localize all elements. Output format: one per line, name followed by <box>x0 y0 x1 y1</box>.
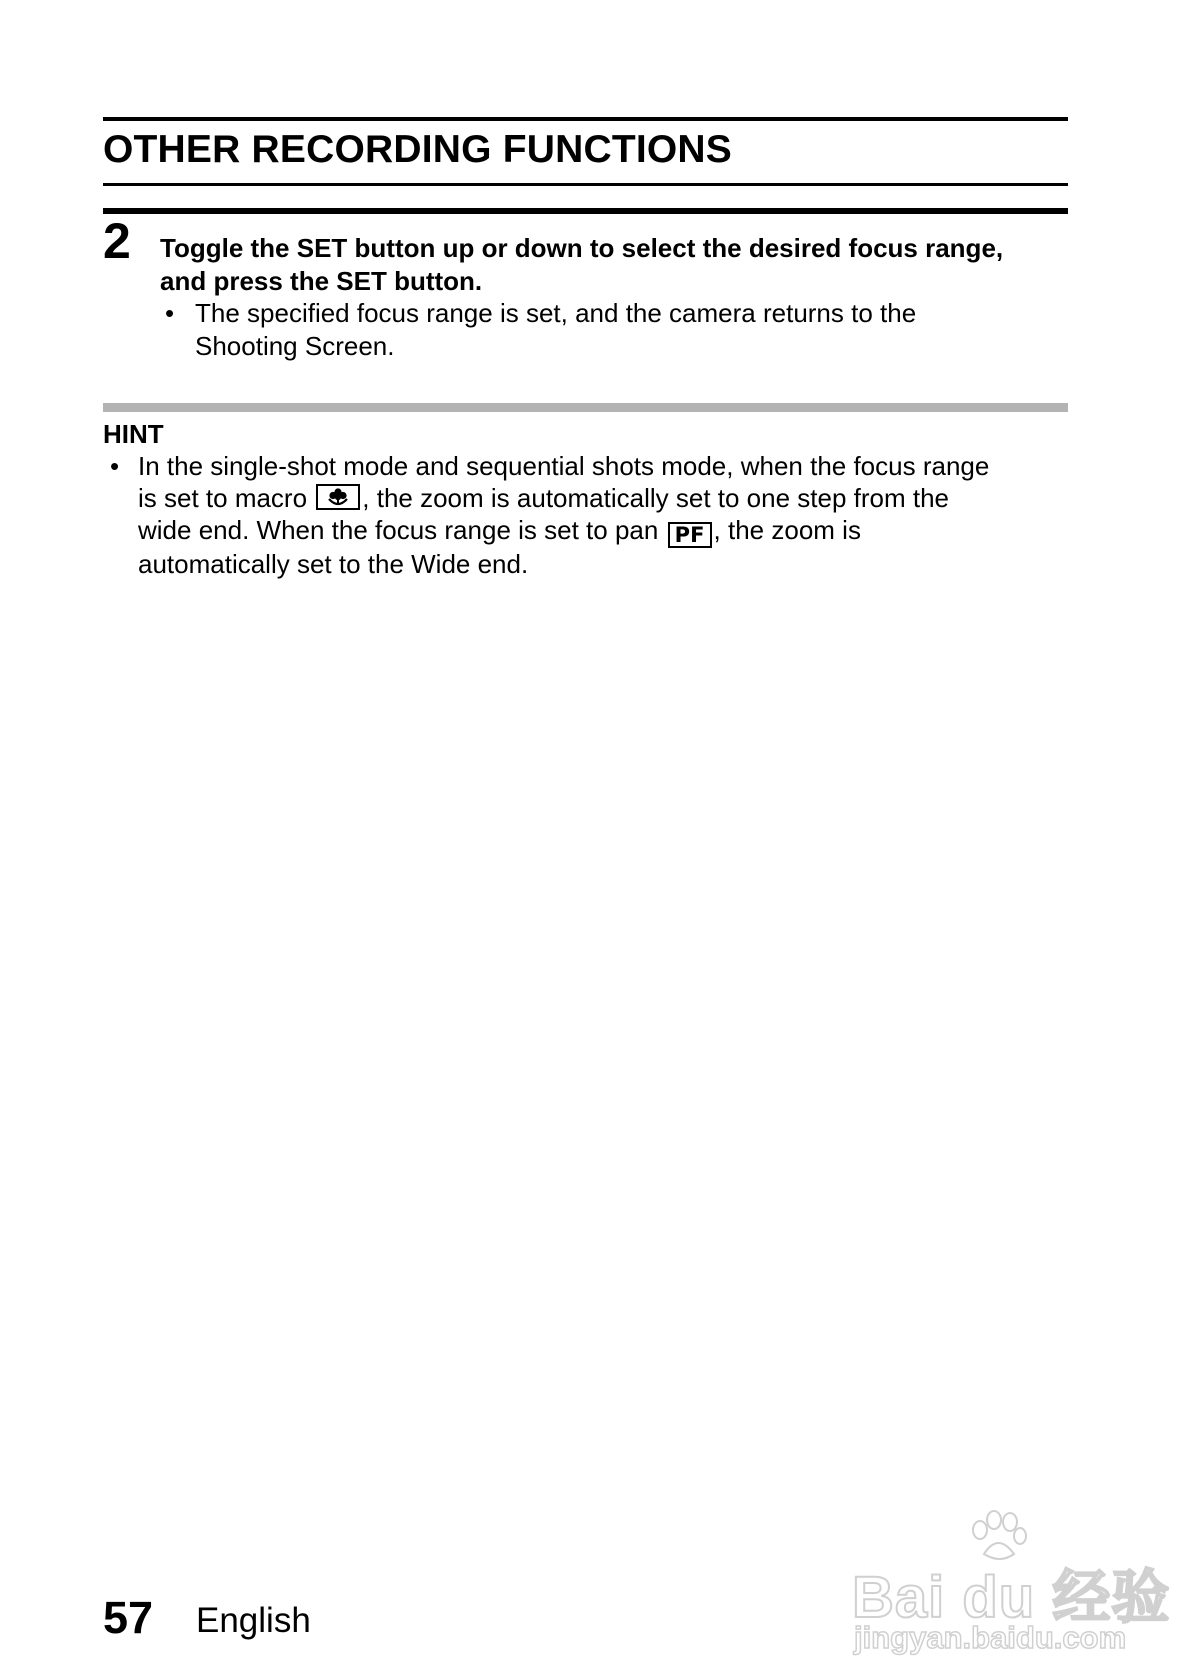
hint-rule <box>103 403 1068 412</box>
header-bottom-rule <box>103 183 1068 186</box>
step-note <box>165 297 1065 363</box>
baidu-watermark <box>850 1510 1171 1660</box>
step-note-text <box>195 297 1065 363</box>
step-note-line1: The specified focus range is set, and the camera returns to the <box>195 298 917 328</box>
pan-focus-icon: PF <box>668 522 712 548</box>
watermark-brand: Bai du 经验 <box>852 1565 1171 1630</box>
macro-flower-icon <box>316 484 360 510</box>
step-instruction <box>160 232 1070 298</box>
hint-line4: automatically set to the Wide end. <box>138 549 529 579</box>
step-note-bullet: • <box>165 298 175 328</box>
section-title: OTHER RECORDING FUNCTIONS <box>103 128 732 171</box>
step-number: 2 <box>103 213 131 269</box>
hint-line2-before: is set to macro <box>138 483 315 513</box>
step-instruction-line1: Toggle the SET button up or down to select the desired focus range, <box>160 233 1004 263</box>
step-top-rule <box>103 208 1068 214</box>
step-note-line2: Shooting Screen. <box>195 331 395 361</box>
hint-line1: In the single-shot mode and sequential shots mode, when the focus range <box>138 451 990 481</box>
page-language: English <box>196 1601 311 1640</box>
step-instruction-line2: and press the SET button. <box>160 266 483 296</box>
watermark-url: jingyan.baidu.com <box>854 1620 1127 1655</box>
hint-line3-after: , the zoom is <box>713 515 861 545</box>
header-top-rule <box>103 117 1068 121</box>
hint-text <box>138 450 1070 580</box>
page-number: 57 <box>103 1592 154 1643</box>
hint-item <box>110 450 1070 580</box>
hint-label: HINT <box>103 419 164 449</box>
hint-line3-before: wide end. When the focus range is set to pan <box>138 515 666 545</box>
hint-bullet: • <box>110 451 120 481</box>
hint-line2-after: , the zoom is automatically set to one step from the <box>362 483 950 513</box>
